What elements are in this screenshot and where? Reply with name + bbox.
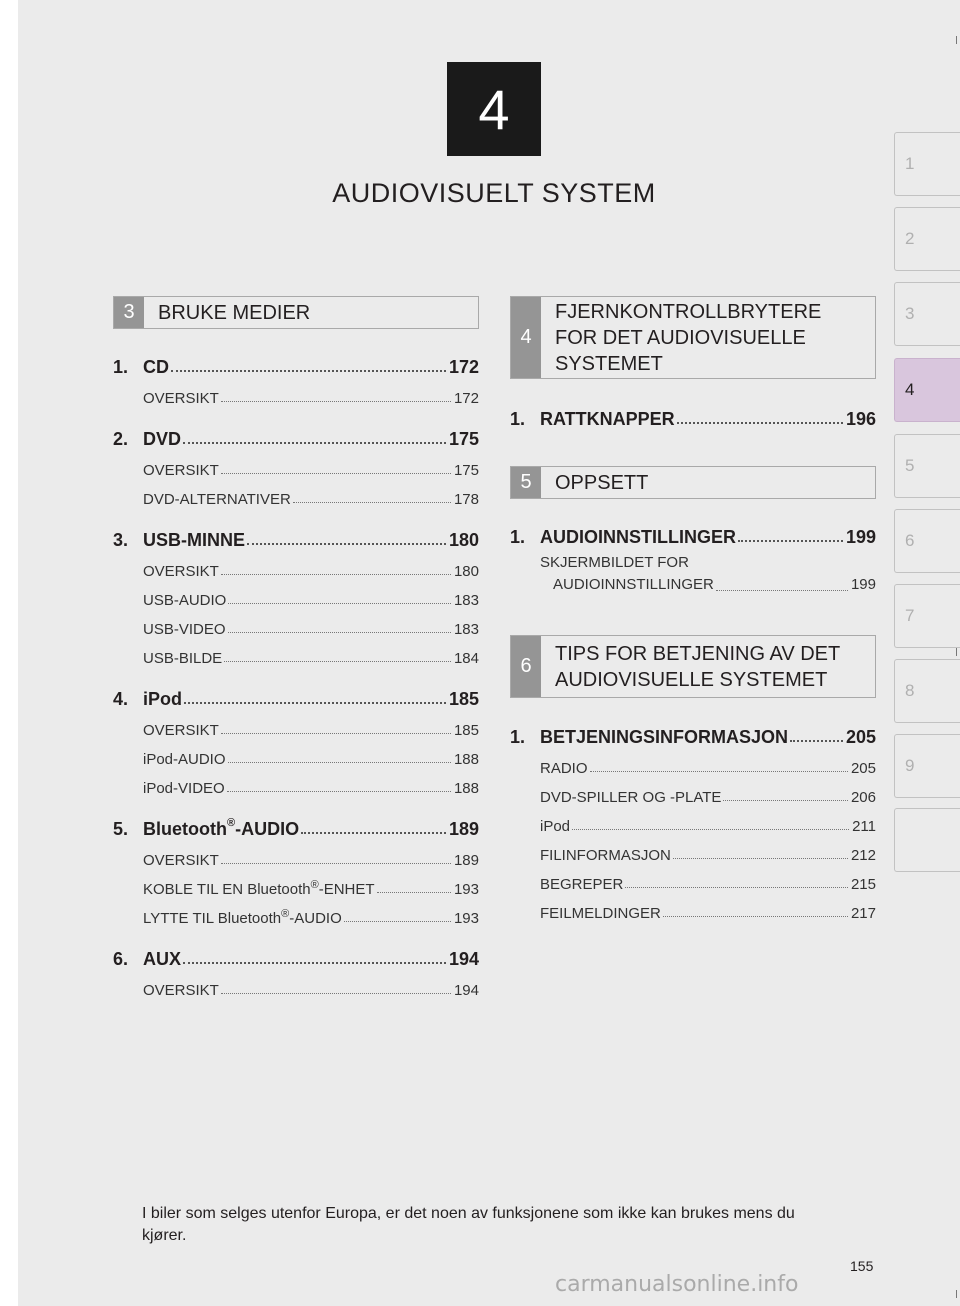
toc-right-section-6 xyxy=(510,718,876,922)
section-header-3 xyxy=(113,296,479,329)
toc-subentry[interactable]: OVERSIKT 194 xyxy=(143,982,479,999)
section-title: BRUKE MEDIER xyxy=(158,301,311,324)
toc-subentry[interactable]: USB-AUDIO 183 xyxy=(143,592,479,609)
toc-right-section-4 xyxy=(510,400,876,430)
toc-subentry[interactable]: OVERSIKT 189 xyxy=(143,852,479,869)
toc-subentry[interactable]: DVD-ALTERNATIVER 178 xyxy=(143,491,479,508)
toc-entry-usb-minne[interactable]: 3. USB-MINNE 180 xyxy=(113,530,479,550)
toc-entry-dvd[interactable]: 2. DVD 175 xyxy=(113,429,479,449)
section-number: 5 xyxy=(511,467,541,498)
toc-left xyxy=(113,348,479,999)
section-title: FJERNKONTROLLBRYTERE FOR DET AUDIOVISUELLE SYSTEMET xyxy=(555,300,822,375)
toc-entry-bluetooth-audio[interactable]: 5. Bluetooth®-AUDIO 189 xyxy=(113,817,479,839)
section-number: 3 xyxy=(114,297,144,328)
toc-entry-ipod[interactable]: 4. iPod 185 xyxy=(113,689,479,709)
toc-subentry[interactable]: iPod-AUDIO 188 xyxy=(143,751,479,768)
side-tab-8[interactable]: 8 xyxy=(894,659,960,723)
side-tab-3[interactable]: 3 xyxy=(894,282,960,346)
crop-mark xyxy=(956,1290,957,1298)
section-header-6 xyxy=(510,635,876,698)
toc-subentry[interactable]: USB-VIDEO 183 xyxy=(143,621,479,638)
side-tab-blank[interactable] xyxy=(894,808,960,872)
toc-subentry[interactable]: OVERSIKT 175 xyxy=(143,462,479,479)
toc-entry-audioinnstillinger[interactable]: 1. AUDIOINNSTILLINGER 199 xyxy=(510,527,876,547)
toc-subentry[interactable]: OVERSIKT 180 xyxy=(143,563,479,580)
side-tab-6[interactable]: 6 xyxy=(894,509,960,573)
side-tab-7[interactable]: 7 xyxy=(894,584,960,648)
toc-entry-betjeningsinformasjon[interactable]: 1. BETJENINGSINFORMASJON 205 xyxy=(510,727,876,747)
watermark: carmanualsonline.info xyxy=(555,1272,799,1297)
side-tab-9[interactable]: 9 xyxy=(894,734,960,798)
toc-subentry[interactable]: OVERSIKT 185 xyxy=(143,722,479,739)
toc-subentry[interactable]: USB-BILDE 184 xyxy=(143,650,479,667)
crop-mark xyxy=(956,648,957,656)
toc-subentry[interactable]: RADIO 205 xyxy=(540,760,876,777)
section-number: 6 xyxy=(511,636,541,697)
side-tab-1[interactable]: 1 xyxy=(894,132,960,196)
toc-entry-aux[interactable]: 6. AUX 194 xyxy=(113,949,479,969)
page-number: 155 xyxy=(850,1258,874,1274)
crop-mark xyxy=(956,36,957,44)
toc-subentry[interactable]: iPod 211 xyxy=(540,818,876,835)
side-tab-5[interactable]: 5 xyxy=(894,434,960,498)
toc-subentry[interactable]: iPod-VIDEO 188 xyxy=(143,780,479,797)
toc-entry-rattknapper[interactable]: 1. RATTKNAPPER 196 xyxy=(510,409,876,429)
footnote: I biler som selges utenfor Europa, er det noen av funksjonene som ikke kan brukes mens du kjører. xyxy=(142,1205,795,1244)
chapter-number: 4 xyxy=(478,77,510,141)
toc-subentry[interactable]: DVD-SPILLER OG -PLATE 206 xyxy=(540,789,876,806)
section-title: OPPSETT xyxy=(555,471,649,494)
section-header-4 xyxy=(510,296,876,379)
toc-subentry[interactable]: LYTTE TIL Bluetooth®-AUDIO 193 xyxy=(143,908,479,927)
section-header-5 xyxy=(510,466,876,499)
toc-subentry[interactable]: KOBLE TIL EN Bluetooth®-ENHET 193 xyxy=(143,879,479,898)
toc-subentry[interactable]: FEILMELDINGER 217 xyxy=(540,905,876,922)
side-tab-4[interactable]: 4 xyxy=(894,358,960,422)
toc-entry-cd[interactable]: 1. CD 172 xyxy=(113,357,479,377)
toc-subentry[interactable]: SKJERMBILDET FOR AUDIOINNSTILLINGER 199 xyxy=(540,554,876,593)
toc-subentry[interactable]: FILINFORMASJON 212 xyxy=(540,847,876,864)
chapter-number-box xyxy=(447,62,541,156)
toc-subentry[interactable]: OVERSIKT 172 xyxy=(143,390,479,407)
section-title: TIPS FOR BETJENING AV DET AUDIOVISUELLE SYSTEMET xyxy=(555,642,841,691)
toc-subentry[interactable]: BEGREPER 215 xyxy=(540,876,876,893)
side-tab-2[interactable]: 2 xyxy=(894,207,960,271)
toc-right-section-5 xyxy=(510,518,876,596)
section-number: 4 xyxy=(511,297,541,378)
chapter-title: AUDIOVISUELT SYSTEM xyxy=(332,178,656,208)
